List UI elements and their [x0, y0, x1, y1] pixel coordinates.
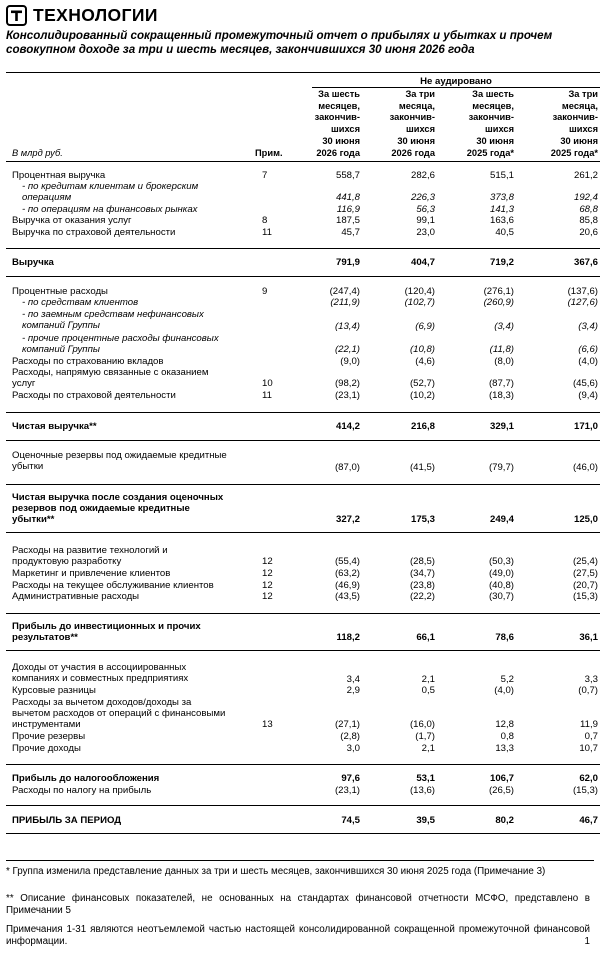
row-label: Расходы по налогу на прибыль — [12, 785, 152, 796]
row-label: Выручка от оказания услуг — [12, 215, 132, 226]
row-value: (26,5) — [488, 785, 514, 796]
footnote-integral-part: Примечания 1-31 являются неотъемлемой частью настоящей консолидированной сокращенной промежуточной финансовой информации. — [6, 924, 590, 947]
row-value: 3,4 — [346, 674, 360, 685]
section-rule — [6, 532, 600, 533]
row-label: Выручка — [12, 257, 54, 268]
row-label: - по кредитам клиентам и брокерским операциям — [22, 181, 199, 203]
row-value: (13,6) — [409, 785, 435, 796]
row-value: 56,3 — [416, 204, 435, 215]
row-value: 216,8 — [410, 421, 435, 432]
row-note: 11 — [262, 390, 272, 401]
row-value: 367,6 — [573, 257, 598, 268]
row-value: (15,3) — [572, 591, 598, 602]
row-value: (127,6) — [567, 297, 598, 308]
row-label: Расходы по страхованию вкладов — [12, 356, 164, 367]
row-value: 171,0 — [573, 421, 598, 432]
footnote-non-ifrs: ** Описание финансовых показателей, не основанных на стандартах финансовой отчетности МСФО, представлено в Примечании 5 — [6, 893, 590, 916]
row-label: Чистая выручка** — [12, 421, 97, 432]
row-value: (247,4) — [329, 286, 360, 297]
row-label: Расходы на развитие технологий и продуктовую разработку — [12, 545, 168, 567]
row-value: (46,0) — [572, 462, 598, 473]
row-value: 2,1 — [421, 743, 435, 754]
row-note: 12 — [262, 580, 273, 591]
audit-status: Не аудировано — [420, 76, 492, 87]
row-note: 13 — [262, 719, 273, 730]
row-value: (9,4) — [578, 390, 598, 401]
row-label: Прибыль до инвестиционных и прочих результатов** — [12, 621, 201, 643]
row-value: (211,9) — [330, 297, 360, 308]
row-value: 0,8 — [500, 731, 514, 742]
row-note: 8 — [262, 215, 268, 226]
row-value: (27,5) — [572, 568, 598, 579]
row-value: (52,7) — [409, 378, 435, 389]
row-value: (102,7) — [404, 297, 435, 308]
row-note: 7 — [262, 170, 268, 181]
row-label: - прочие процентные расходы финансовых компаний Группы — [22, 333, 219, 355]
row-value: (41,5) — [409, 462, 435, 473]
row-value: (20,7) — [572, 580, 598, 591]
row-label: - по заемным средствам нефинансовых компаний Группы — [22, 309, 204, 331]
row-value: 46,7 — [579, 815, 598, 826]
row-label: Прочие доходы — [12, 743, 81, 754]
row-value: 36,1 — [579, 632, 598, 643]
row-value: (18,3) — [488, 390, 514, 401]
row-label: - по операциям на финансовых рынках — [22, 204, 198, 215]
row-value: (34,7) — [409, 568, 435, 579]
row-value: 414,2 — [335, 421, 360, 432]
row-value: (16,0) — [409, 719, 435, 730]
row-label: Оценочные резервы под ожидаемые кредитные убытки — [12, 450, 227, 472]
row-label: - по средствам клиентов — [22, 297, 139, 308]
row-value: 106,7 — [489, 773, 514, 784]
row-value: 515,1 — [489, 170, 514, 181]
row-value: 261,2 — [573, 170, 598, 181]
row-value: (10,2) — [409, 390, 435, 401]
section-rule — [6, 764, 600, 765]
row-value: (49,0) — [488, 568, 514, 579]
column-header-4: За три месяца, закончив- шихся 30 июня 2025 года* — [550, 89, 598, 158]
column-header-2: За три месяца, закончив- шихся 30 июня 2026 года — [389, 89, 435, 158]
row-value: (6,6) — [578, 344, 598, 355]
row-note: 11 — [262, 227, 272, 238]
row-label: Процентная выручка — [12, 170, 106, 181]
row-value: 175,3 — [410, 514, 435, 525]
row-note: 9 — [262, 286, 268, 297]
row-value: (98,2) — [334, 378, 360, 389]
row-value: (55,4) — [334, 556, 360, 567]
row-value: (27,1) — [334, 719, 360, 730]
row-value: 99,1 — [416, 215, 435, 226]
row-value: (120,4) — [404, 286, 435, 297]
column-header-3: За шесть месяцев, закончив- шихся 30 июня 2025 года* — [466, 89, 514, 158]
page-number: 1 — [584, 936, 590, 947]
row-value: 249,4 — [489, 514, 514, 525]
section-rule — [6, 484, 600, 485]
row-value: (46,9) — [334, 580, 360, 591]
section-rule — [6, 805, 600, 806]
brand-name: ТЕХНОЛОГИИ — [33, 4, 158, 25]
row-value: (0,7) — [578, 685, 598, 696]
note-column-header: Прим. — [255, 148, 283, 158]
row-value: 11,9 — [580, 719, 598, 730]
header-top-rule — [6, 72, 600, 73]
row-value: 78,6 — [495, 632, 514, 643]
row-label: Чистая выручка после создания оценочных резервов под ожидаемые кредитные убытки** — [12, 492, 224, 525]
column-header-1: За шесть месяцев, закончив- шихся 30 июня 2026 года — [314, 89, 360, 158]
row-value: (63,2) — [334, 568, 360, 579]
section-rule — [6, 412, 600, 413]
logo-t-icon — [6, 5, 27, 26]
row-label: Расходы на текущее обслуживание клиентов — [12, 580, 214, 591]
row-value: (4,0) — [494, 685, 514, 696]
section-rule — [6, 276, 600, 277]
row-value: (11,8) — [489, 344, 514, 355]
row-value: 719,2 — [489, 257, 514, 268]
row-value: 791,9 — [335, 257, 360, 268]
row-note: 12 — [262, 591, 273, 602]
row-value: (23,8) — [409, 580, 435, 591]
row-value: (50,3) — [488, 556, 514, 567]
row-value: 3,0 — [346, 743, 360, 754]
row-value: 327,2 — [335, 514, 360, 525]
row-value: 558,7 — [335, 170, 360, 181]
row-value: (6,9) — [415, 321, 435, 332]
row-value: (45,6) — [572, 378, 598, 389]
row-label: Прочие резервы — [12, 731, 86, 742]
row-value: 226,3 — [410, 192, 435, 203]
row-value: 20,6 — [579, 227, 598, 238]
row-value: 116,9 — [336, 204, 360, 215]
table-bottom-rule — [6, 833, 600, 834]
report-title: Консолидированный сокращенный промежуточный отчет о прибылях и убытках и прочем совокупном доходе за три и шесть месяцев, закончившихся 30 июня 2026 года — [6, 29, 553, 56]
row-label: Маркетинг и привлечение клиентов — [12, 568, 171, 579]
row-value: (30,7) — [488, 591, 514, 602]
row-value: 404,7 — [410, 257, 435, 268]
section-rule — [6, 613, 600, 614]
row-value: (25,4) — [572, 556, 598, 567]
header — [6, 4, 158, 26]
row-value: (9,0) — [340, 356, 360, 367]
row-value: 192,4 — [573, 192, 598, 203]
row-value: 53,1 — [416, 773, 435, 784]
row-note: 12 — [262, 568, 273, 579]
footnote-restatement: * Группа изменила представление данных за три и шесть месяцев, закончившихся 30 июня 2025 года (Примечание 3) — [6, 866, 546, 877]
row-value: 2,9 — [346, 685, 360, 696]
row-value: 66,1 — [416, 632, 435, 643]
row-value: (1,7) — [415, 731, 435, 742]
row-value: (15,3) — [572, 785, 598, 796]
unit-label: В млрд руб. — [12, 148, 63, 158]
row-label: Расходы, напрямую связанные с оказанием услуг — [12, 367, 209, 389]
row-value: (10,8) — [409, 344, 435, 355]
row-value: 10,7 — [579, 743, 598, 754]
audit-rule — [312, 87, 600, 88]
row-label: Курсовые разницы — [12, 685, 96, 696]
footnote-rule — [6, 860, 594, 861]
row-value: (13,4) — [334, 321, 360, 332]
row-value: 441,8 — [335, 192, 360, 203]
row-value: (22,2) — [409, 591, 435, 602]
row-value: (3,4) — [494, 321, 514, 332]
row-value: (23,1) — [334, 390, 360, 401]
row-value: 85,8 — [579, 215, 598, 226]
row-value: (3,4) — [578, 321, 598, 332]
row-note: 10 — [262, 378, 273, 389]
row-value: (4,0) — [578, 356, 598, 367]
row-value: 2,1 — [421, 674, 435, 685]
row-label: Расходы по страховой деятельности — [12, 390, 176, 401]
row-value: (260,9) — [483, 297, 514, 308]
row-value: 282,6 — [410, 170, 435, 181]
row-value: (79,7) — [488, 462, 514, 473]
row-value: 13,3 — [495, 743, 514, 754]
row-value: (4,6) — [415, 356, 435, 367]
row-note: 12 — [262, 556, 273, 567]
row-value: 0,7 — [584, 731, 598, 742]
row-value: 141,3 — [489, 204, 514, 215]
row-value: 97,6 — [341, 773, 360, 784]
row-value: 5,2 — [500, 674, 514, 685]
row-value: 39,5 — [416, 815, 435, 826]
row-value: 62,0 — [579, 773, 598, 784]
section-rule — [6, 440, 600, 441]
row-value: 80,2 — [495, 815, 514, 826]
row-value: (87,7) — [488, 378, 514, 389]
row-value: (22,1) — [334, 344, 360, 355]
row-label: ПРИБЫЛЬ ЗА ПЕРИОД — [12, 815, 122, 826]
row-value: 163,6 — [489, 215, 514, 226]
row-label: Прибыль до налогообложения — [12, 773, 160, 784]
row-value: 3,3 — [584, 674, 598, 685]
row-value: 12,8 — [495, 719, 514, 730]
row-value: (28,5) — [409, 556, 435, 567]
section-rule — [6, 248, 600, 249]
row-value: 329,1 — [489, 421, 514, 432]
header-bottom-rule — [6, 161, 600, 162]
section-rule — [6, 650, 600, 651]
row-value: (276,1) — [483, 286, 514, 297]
row-label: Административные расходы — [12, 591, 140, 602]
row-value: (40,8) — [488, 580, 514, 591]
row-value: 373,8 — [489, 192, 514, 203]
row-value: 68,8 — [579, 204, 598, 215]
row-value: 40,5 — [495, 227, 514, 238]
row-value: (137,6) — [567, 286, 598, 297]
row-value: (87,0) — [334, 462, 360, 473]
row-value: 118,2 — [336, 632, 360, 643]
row-value: (2,8) — [340, 731, 360, 742]
row-value: 0,5 — [421, 685, 435, 696]
row-label: Выручка по страховой деятельности — [12, 227, 176, 238]
row-value: (43,5) — [334, 591, 360, 602]
row-value: 187,5 — [335, 215, 360, 226]
row-value: (8,0) — [494, 356, 514, 367]
row-value: 23,0 — [416, 227, 435, 238]
row-value: 125,0 — [573, 514, 598, 525]
row-label: Процентные расходы — [12, 286, 108, 297]
row-value: 45,7 — [341, 227, 360, 238]
row-value: 74,5 — [341, 815, 360, 826]
row-label: Доходы от участия в ассоциированных компаниях и совместных предприятиях — [12, 662, 189, 684]
row-value: (23,1) — [334, 785, 360, 796]
row-label: Расходы за вычетом доходов/доходы за вычетом расходов от операций с финансовыми инструментами — [12, 697, 226, 730]
